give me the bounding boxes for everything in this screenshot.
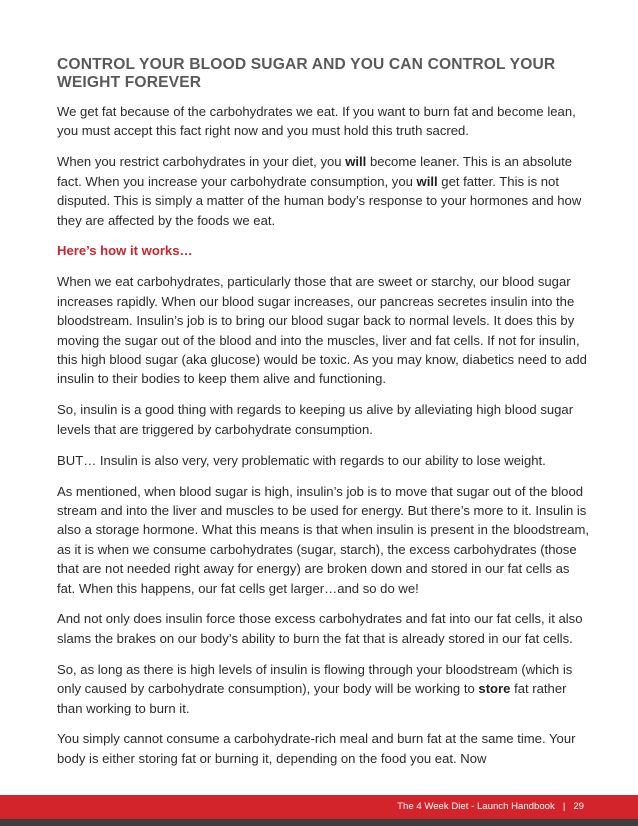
footer-text xyxy=(397,800,584,814)
subheading-how-it-works: Here’s how it works… xyxy=(57,243,193,259)
emphasis-store: store xyxy=(478,681,511,697)
paragraph-insulin-problematic: BUT… Insulin is also very, very problematic with regards to our ability to lose weight. xyxy=(57,452,546,468)
paragraph-restrict-carbs xyxy=(57,152,591,230)
paragraph-text: So, as long as there is high levels of insulin is flowing through your bloodstream (which is only caused by carbohydrate consumption), your body will be working to xyxy=(57,661,573,697)
paragraph-storing-or-burning: You simply cannot consume a carbohydrate-rich meal and burn fat at the same time. Your body is either storing fat or burning it, depending on the food you eat. Now xyxy=(57,731,576,766)
footer-bar xyxy=(0,795,638,819)
footer-separator: | xyxy=(562,801,566,812)
section-heading: CONTROL YOUR BLOOD SUGAR AND YOU CAN CONTROL YOUR WEIGHT FOREVER xyxy=(57,56,556,91)
paragraph-text: get fatter. This is not disputed. This is simply a matter of the human body’s response to your hormones and how they are affected by the foods we eat. xyxy=(57,173,582,228)
paragraph-brakes-fat-burn: And not only does insulin force those excess carbohydrates and fat into our fat cells, it also slams the brakes on our body’s ability to burn the fat that is already stored in our fat cells. xyxy=(57,611,583,646)
footer-title: The 4 Week Diet - Launch Handbook xyxy=(397,801,555,812)
page-content xyxy=(57,56,591,780)
bottom-strip xyxy=(0,819,638,826)
paragraph-insulin-good: So, insulin is a good thing with regards to keeping us alive by alleviating high blood sugar levels that are triggered by carbohydrate consumption. xyxy=(57,402,574,437)
paragraph-storage-hormone: As mentioned, when blood sugar is high, insulin’s job is to move that sugar out of the blood stream and into the liver and muscles to be used for energy. But there’s more to it. Insulin is also a storage hormone. What this means is that when insulin is present in the bloodstream, as it is when we consume carbohydrates (sugar, starch), the excess carbohydrates (those that are not needed right away for energy) are broken down and stored in our fat cells as fat. When this happens, our fat cells get larger…and so do we! xyxy=(57,483,590,596)
paragraph-text: fat rather than working to burn it. xyxy=(57,681,567,716)
page-number: 29 xyxy=(573,801,584,812)
emphasis-will: will xyxy=(345,154,367,170)
paragraph-carbs-insulin: When we eat carbohydrates, particularly those that are sweet or starchy, our blood sugar increases rapidly. When our blood sugar increases, our pancreas secretes insulin into the bloodstream. Insulin’s job is to bring our blood sugar back to normal levels. It does this by moving the sugar out of the blood and into the muscles, liver and fat cells. If not for insulin, this high blood sugar (aka glucose) would be toxic. As you may know, diabetics need to add insulin to their bodies to keep them alive and functioning. xyxy=(57,274,587,387)
paragraph-intro: We get fat because of the carbohydrates we eat. If you want to burn fat and become lean, you must accept this fact right now and you must hold this truth sacred. xyxy=(57,104,576,139)
paragraph-text: become leaner. This is an absolute fact. When you increase your carbohydrate consumption, you xyxy=(57,154,573,189)
paragraph-text: When you restrict carbohydrates in your diet, you xyxy=(57,154,346,170)
paragraph-store-fat xyxy=(57,660,591,718)
emphasis-will: will xyxy=(416,173,438,189)
